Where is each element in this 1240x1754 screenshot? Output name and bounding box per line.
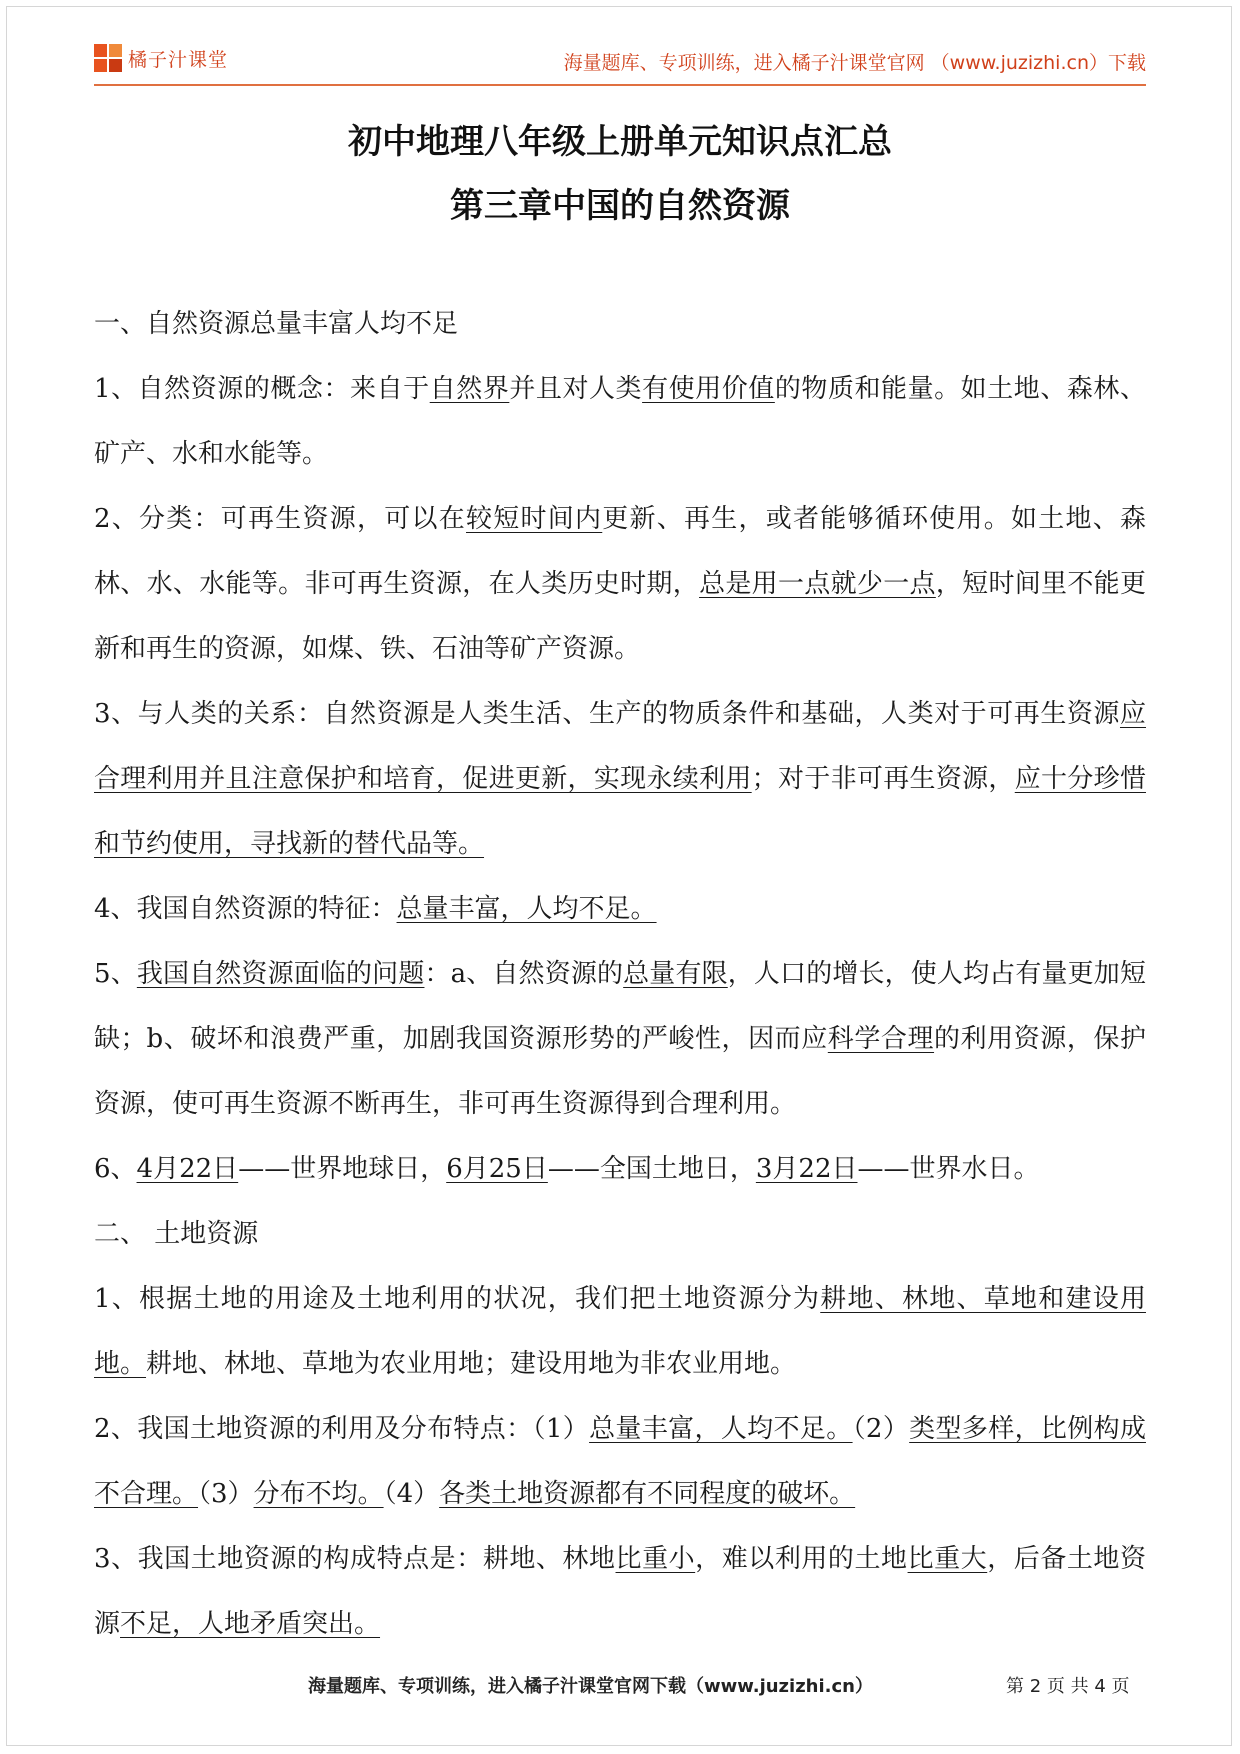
text-segment: 1、自然资源的概念：来自于 (94, 374, 430, 404)
paragraph (94, 682, 1146, 877)
underlined-key-point: 自然界 (429, 374, 510, 404)
underlined-key-point: 有使用价值 (642, 374, 775, 404)
text-segment: 耕地、林地、草地为农业用地；建设用地为非农业用地。 (146, 1349, 797, 1379)
underlined-key-point: 应合理利用并且注意保护和培育，促进更新，实现永续利用 (94, 699, 1146, 794)
paragraph (94, 487, 1146, 682)
footer-slogan: 海量题库、专项训练，进入橘子汁课堂官网下载（www.juzizhi.cn） (308, 1676, 873, 1697)
text-segment: ，难以利用的土地 (695, 1544, 908, 1574)
underlined-key-point: 各类土地资源都有不同程度的破坏。 (439, 1479, 856, 1509)
underlined-key-point: 不足，人地矛盾突出。 (120, 1609, 381, 1639)
paragraph (94, 877, 1146, 942)
text-segment: 的利用资源，保护资源，使可再生资源不断再生，非可再生资源得到合理利用。 (94, 1024, 1146, 1119)
underlined-key-point: 应十分珍惜和节约使用，寻找新的替代品等。 (94, 764, 1146, 859)
underlined-key-point: 总量丰富，人均不足。 (589, 1414, 853, 1444)
underlined-key-point: 科学合理 (827, 1024, 935, 1054)
text-segment: 一、自然资源总量丰富人均不足 (94, 309, 459, 339)
underlined-key-point: 4月22日 (136, 1154, 239, 1184)
text-segment: 3、与人类的关系：自然资源是人类生活、生产的物质条件和基础，人类对于可再生资源 (94, 699, 1120, 729)
text-segment: 2、我国土地资源的利用及分布特点：（1） (94, 1414, 590, 1444)
paragraph (94, 1267, 1146, 1397)
underlined-key-point: 3月22日 (755, 1154, 858, 1184)
underlined-key-point: 较短时间内 (466, 504, 603, 534)
page-footer (0, 1672, 1240, 1702)
text-segment: ——全国土地日， (547, 1154, 756, 1184)
brand (94, 44, 228, 72)
paragraph (94, 942, 1146, 1137)
text-segment: 2、分类：可再生资源，可以在 (94, 504, 467, 534)
underlined-key-point: 我国自然资源面临的问题 (136, 959, 425, 989)
header-divider (94, 84, 1146, 86)
text-segment: ：a、自然资源的 (424, 959, 624, 989)
paragraph (94, 357, 1146, 487)
underlined-key-point: 类型多样，比例构成不合理。 (94, 1414, 1146, 1509)
text-segment: 的物质和能量。如土地、森林、矿产、水和水能等。 (94, 374, 1146, 469)
underlined-key-point: 总是用一点就少一点 (699, 569, 936, 599)
underlined-key-point: 总量有限 (623, 959, 728, 989)
brand-logo-icon (94, 44, 122, 72)
text-segment: ——世界水日。 (857, 1154, 1040, 1184)
text-segment: 并且对人类 (509, 374, 643, 404)
brand-name: 橘子汁课堂 (128, 48, 229, 71)
header-slogan: 海量题库、专项训练，进入橘子汁课堂官网 （www.juzizhi.cn）下载 (563, 52, 1146, 74)
text-segment: 3、我国土地资源的构成特点是：耕地、林地 (94, 1544, 616, 1574)
text-segment: （4） (383, 1479, 440, 1509)
underlined-key-point: 比重小 (615, 1544, 696, 1574)
text-segment: （3） (198, 1479, 254, 1509)
text-segment: （2） (852, 1414, 910, 1444)
text-segment: 更新、再生，或者能够循环使用。如土地、森林、水、水能等。非可再生资源，在人类历史时期， (94, 504, 1146, 599)
paragraph (94, 1137, 1146, 1202)
underlined-key-point: 比重大 (907, 1544, 988, 1574)
text-segment: 4、我国自然资源的特征： (94, 894, 397, 924)
underlined-key-point: 6月25日 (446, 1154, 548, 1184)
page-header (94, 40, 1146, 88)
document-body (94, 292, 1146, 1657)
text-segment: 二、 土地资源 (94, 1219, 259, 1249)
underlined-key-point: 耕地、林地、草地和建设用地。 (94, 1284, 1146, 1379)
paragraph (94, 1527, 1146, 1657)
document-title: 初中地理八年级上册单元知识点汇总 (348, 122, 892, 162)
text-segment: ，后备土地资源 (94, 1544, 1146, 1639)
paragraph (94, 1397, 1146, 1527)
text-segment: 1、根据土地的用途及土地利用的状况，我们把土地资源分为 (94, 1284, 821, 1314)
underlined-key-point: 分布不均。 (253, 1479, 384, 1509)
text-segment: ；对于非可再生资源， (751, 764, 1015, 794)
text-segment: 5、 (94, 959, 137, 989)
text-segment: 6、 (94, 1154, 137, 1184)
text-segment: ——世界地球日， (238, 1154, 447, 1184)
page-number: 第 2 页 共 4 页 (1006, 1676, 1130, 1697)
underlined-key-point: 总量丰富，人均不足。 (396, 894, 657, 924)
paragraph (94, 1202, 1146, 1267)
chapter-title: 第三章中国的自然资源 (450, 186, 790, 226)
text-segment: ，短时间里不能更新和再生的资源，如煤、铁、石油等矿产资源。 (94, 569, 1146, 664)
paragraph (94, 292, 1146, 357)
text-segment: ，人口的增长，使人均占有量更加短缺；b、破坏和浪费严重，加剧我国资源形势的严峻性，因而应 (94, 959, 1146, 1054)
